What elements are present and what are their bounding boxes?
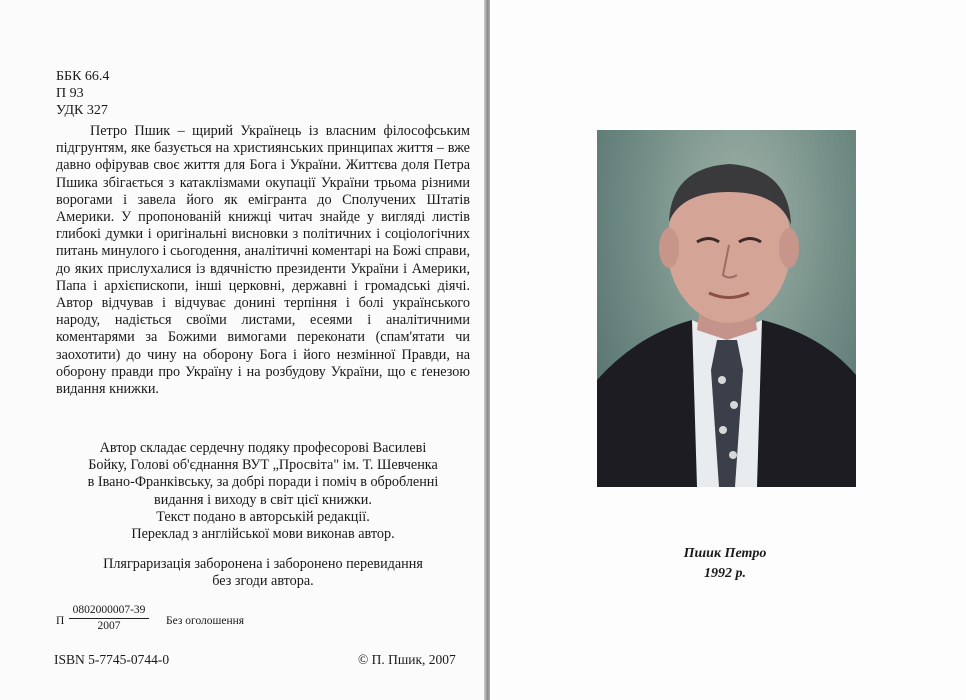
- index-letter: П: [56, 615, 65, 627]
- annotation-text: [56, 123, 470, 398]
- thanks-line: Бойку, Голові об'єднання ВУТ „Просвіта" ім. Т. Шевченка: [88, 457, 438, 474]
- portrait-caption: [600, 544, 850, 584]
- author-portrait: [597, 130, 856, 487]
- isbn: ISBN 5-7745-0744-0: [54, 652, 170, 667]
- portrait-illustration: [597, 130, 856, 487]
- acknowledgement-block: [56, 440, 470, 543]
- index-numerator: 0802000007-39: [69, 604, 149, 619]
- editorial-note: Текст подано в авторській редакції.: [156, 508, 370, 525]
- portrait-caption-year: 1992 р.: [704, 566, 746, 581]
- thanks-line: в Івано-Франківську, за добрі поради і поміч в обробленні: [87, 474, 439, 491]
- translation-note: Переклад з англійської мови виконав автор.: [131, 526, 395, 543]
- author-mark: П 93: [56, 86, 84, 101]
- index-fraction: [69, 604, 149, 633]
- udk-code: УДК 327: [56, 103, 108, 118]
- portrait-caption-name: Пшик Петро: [683, 546, 767, 561]
- plagiarism-line: без згоди автора.: [212, 573, 314, 590]
- bbk-code: ББК 66.4: [56, 69, 110, 84]
- plagiarism-notice: [56, 556, 470, 590]
- index-note: Без оголошення: [166, 615, 245, 627]
- classification-codes: [56, 68, 109, 119]
- thanks-line: видання і виходу в світ цієї книжки.: [154, 491, 372, 508]
- thanks-line: Автор складає сердечну подяку професорові Василеві: [99, 440, 427, 456]
- plagiarism-line: Пляграризація заборонена і заборонено перевидання: [103, 556, 423, 572]
- annotation-paragraph: Петро Пшик – щирий Українець із власним філософським підгрунтям, яке базується на християнських принципах життя – вже давно офірував своє життя для Бога і України. Життєва доля Петра Пшика збігається з катаклізмами окупації України трьома різними ворогами і завела його як емігранта до Сполучених Штатів Америки. У пропонованій книжці читач знайде у вигляді листів глибокі думки і оригінальні висновки з політичних і соціологічних питань минулого і сьогодення, аналітичні коментарі на Божі справи, до яких прислухалися із вдячністю президенти України і Америки, Папа і архієпископи, інші церковні, державні і громадські діячі. Автор відчував і відчуває донині терпіння і болі українського народу, надіється своїми листами, есеями і аналітичними коментарями за Божими вимогами переконати (спам'ятати чи заохотити) до чину на оборону Бога і його незмінної Правди, на оборону правди про Україну і на розбудову України, що є ґенезою видання книжки.: [56, 123, 470, 398]
- index-denominator: 2007: [97, 620, 121, 632]
- copyright: © П. Пшик, 2007: [358, 652, 456, 667]
